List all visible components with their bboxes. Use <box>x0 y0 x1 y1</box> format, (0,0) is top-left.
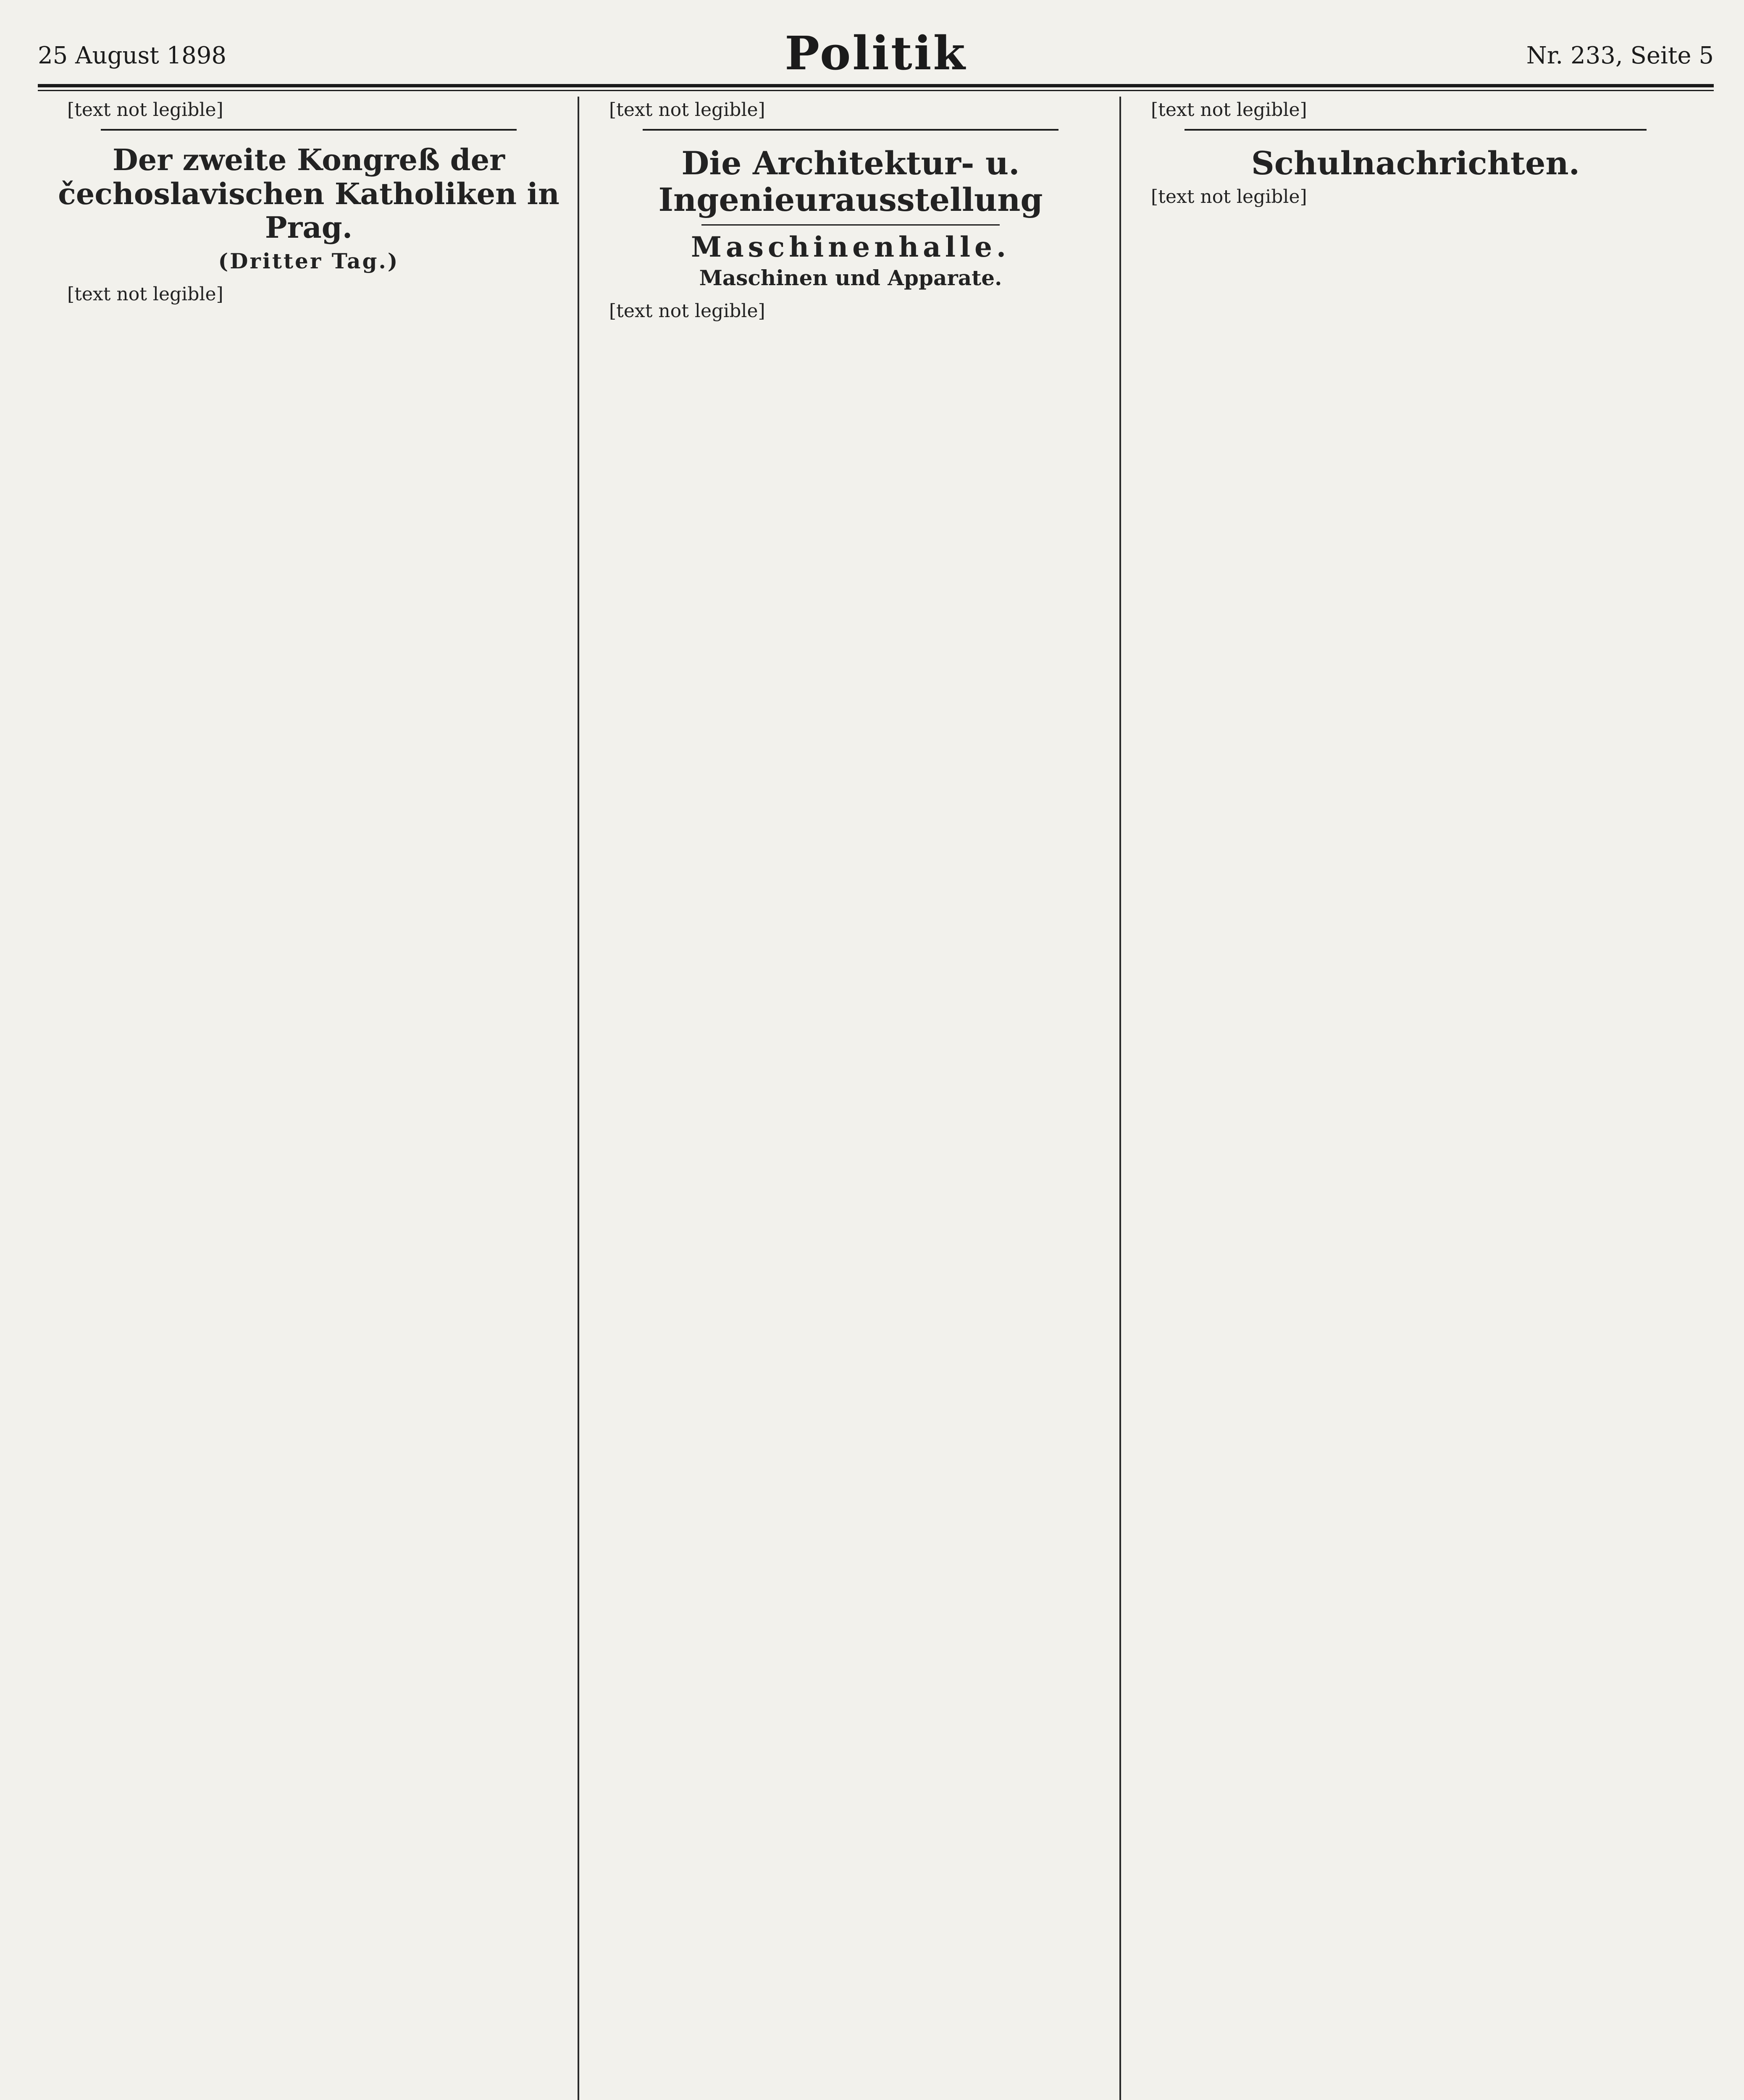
article-paragraph: [text not legible] <box>1151 186 1307 208</box>
section-heading: Schulnachrichten. <box>1251 144 1580 182</box>
column-1 <box>50 99 567 2100</box>
heading-rule <box>701 224 1000 226</box>
masthead <box>38 21 1714 84</box>
column-3 <box>1134 99 1697 2100</box>
article-paragraph: [text not legible] <box>609 300 765 322</box>
section-divider <box>643 129 1058 131</box>
section-subheading: (Dritter Tag.) <box>218 248 399 273</box>
section-subheading: Maschinen und Apparate. <box>699 265 1002 290</box>
article-paragraph: [text not legible] <box>67 99 223 121</box>
newspaper-title: Politik <box>785 26 967 80</box>
section-divider <box>1185 129 1647 131</box>
column-divider <box>578 97 579 2100</box>
column-2 <box>592 99 1109 2100</box>
section-divider <box>101 129 517 131</box>
article-paragraph: [text not legible] <box>1151 99 1307 121</box>
section-subheading: Maschinenhalle. <box>691 230 1011 263</box>
issue-date: 25 August 1898 <box>38 42 227 69</box>
article-paragraph: [text not legible] <box>67 284 223 305</box>
section-heading: Die Architektur- u. Ingenieurausstellung <box>658 144 1043 219</box>
section-heading: Der zweite Kongreß der čechoslavischen Katholiken in Prag. <box>58 142 559 245</box>
masthead-rule <box>38 84 1714 87</box>
article-paragraph: [text not legible] <box>609 99 765 121</box>
masthead-rule-thin <box>38 90 1714 91</box>
column-divider <box>1119 97 1121 2100</box>
page-number: Nr. 233, Seite 5 <box>1526 42 1714 69</box>
